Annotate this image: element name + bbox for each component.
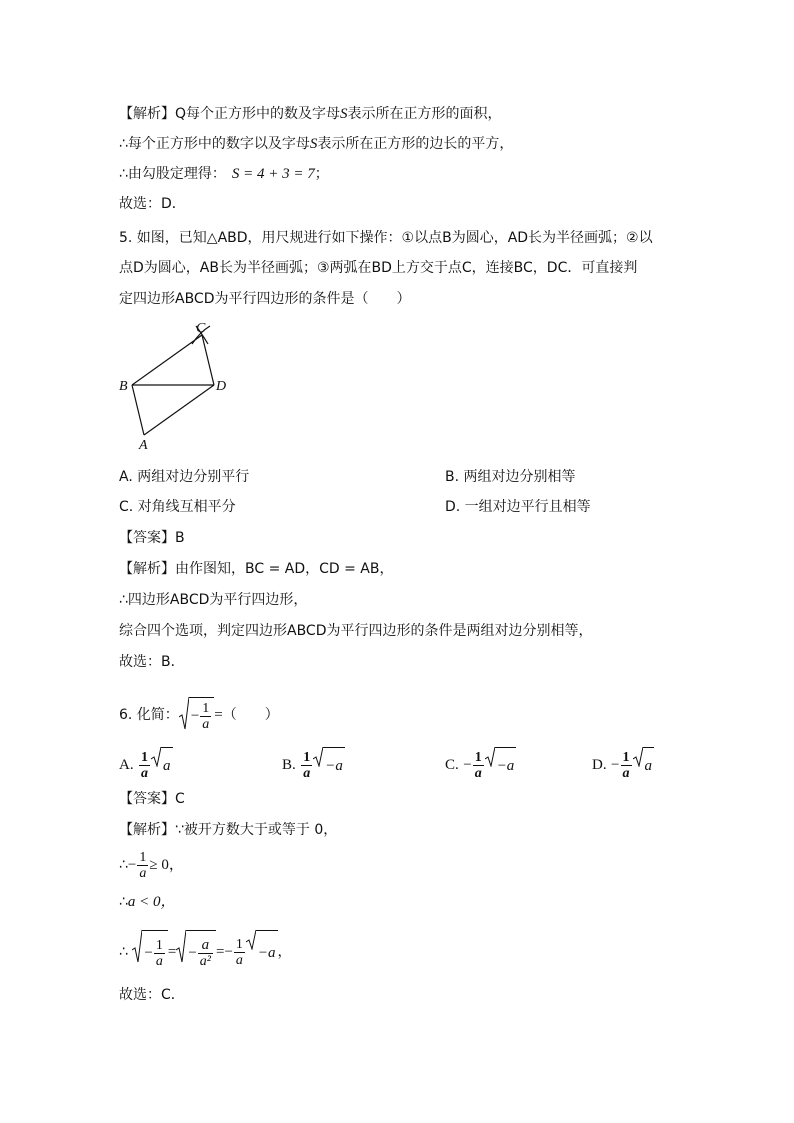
q5-solution-line-2: ∴四边形ABCD为平行四边形， (119, 592, 308, 608)
segment-BA (132, 385, 144, 435)
q6-option-a[interactable]: A. $\frac{1}{a}$ a (119, 747, 173, 783)
segment-AD (144, 385, 214, 435)
radical: a (151, 747, 173, 783)
prev-solution-conclusion: 故选：D． (119, 196, 186, 212)
q6-solution-line-4: ∴ − $\frac{1}{a}$ = − $\frac{a}{\text{a²}}$ =− $\frac{1}{a}$ −a ， (119, 930, 292, 974)
q6-solution-line-2: ∴− $\frac{1}{a}$ ≥ 0， (119, 849, 184, 881)
q5-option-c[interactable]: C. 对角线互相平分 (119, 499, 236, 515)
radical: −a (246, 930, 278, 974)
pythagoras-formula: S = 4 + 3 = 7 (231, 166, 315, 182)
label-D: D (216, 379, 227, 394)
q6-stem: 6. 化简： − $\frac{1}{a}$ =（ ） (119, 697, 279, 733)
label-B: B (119, 379, 128, 394)
q5-option-a[interactable]: A. 两组对边分别平行 (119, 469, 250, 485)
q5-stem-line-3: 定四边形ABCD为平行四边形的条件是（ ） (119, 291, 411, 307)
q5-solution-line-3: 综合四个选项，判定四边形ABCD为平行四边形的条件是两组对边分别相等， (119, 623, 593, 639)
q5-option-b[interactable]: B. 两组对边分别相等 (445, 469, 576, 485)
prev-solution-line-2: ∴每个正方形中的数字以及字母S表示所在正方形的边长的平方， (119, 136, 514, 152)
radical: − $\frac{1}{a}$ (132, 930, 167, 974)
q6-solution-conclusion: 故选：C． (119, 987, 185, 1003)
q5-answer: 【答案】B (119, 530, 185, 546)
q6-option-d[interactable]: D. − $\frac{1}{a}$ a (592, 747, 654, 783)
prev-solution-line-1: 【解析】Q每个正方形中的数及字母S表示所在正方形的面积， (119, 106, 502, 122)
radical: − $\frac{a}{\text{a²}}$ (176, 930, 216, 974)
label-C: C (196, 321, 206, 336)
label-A: A (139, 438, 148, 453)
radical: − $\frac{1}{a}$ (179, 697, 214, 733)
q6-answer: 【答案】C (119, 791, 185, 807)
solution-tag: 【解析】 (119, 106, 175, 122)
q6-solution-line-3: ∴a < 0， (119, 894, 176, 910)
radical: a (633, 747, 655, 783)
q6-option-b[interactable]: B. $\frac{1}{a}$ −a (282, 747, 345, 783)
q5-stem-line-2: 点D为圆心，AB长为半径画弧；③两弧在BD上方交于点C，连接BC，DC．可直接判 (119, 260, 638, 276)
segment-BC (132, 335, 202, 385)
q5-option-d[interactable]: D. 一组对边平行且相等 (445, 499, 591, 515)
parallelogram-figure (110, 318, 240, 458)
prev-solution-line-3: ∴由勾股定理得： S = 4 + 3 = 7； (119, 166, 329, 182)
q6-solution-line-1: 【解析】∵被开方数大于或等于 0， (119, 822, 338, 838)
q5-solution-line-1: 【解析】由作图知，BC = AD，CD = AB， (119, 561, 394, 577)
segment-CD (202, 335, 214, 385)
radical: −a (485, 747, 517, 783)
q6-option-c[interactable]: C. − $\frac{1}{a}$ −a (445, 747, 516, 783)
radical: −a (313, 747, 345, 783)
q5-stem-line-1: 5. 如图，已知△ABD，用尺规进行如下操作：①以点B为圆心，AD长为半径画弧；②以 (119, 230, 653, 246)
q5-solution-conclusion: 故选：B． (119, 654, 185, 670)
